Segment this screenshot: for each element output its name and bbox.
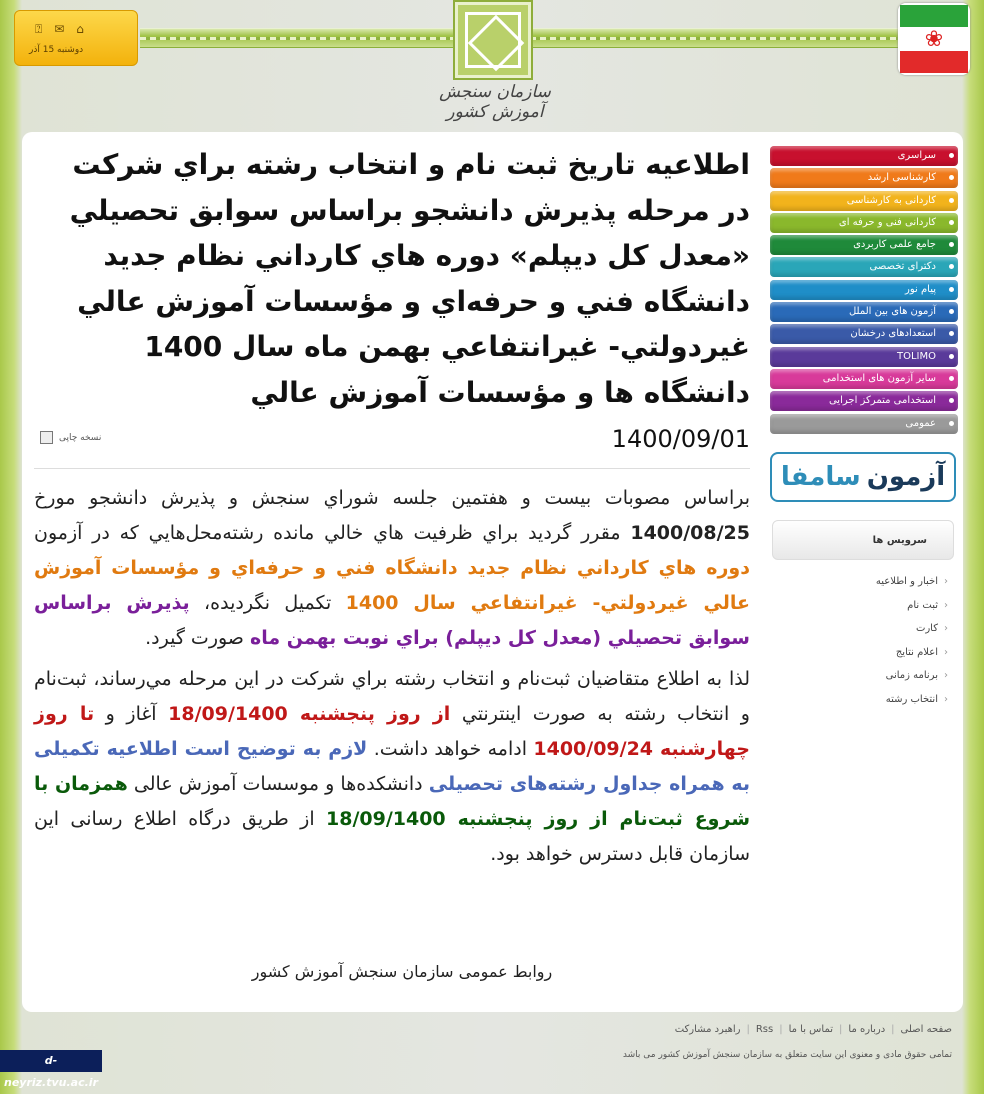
footer-link[interactable]: صفحه اصلی — [900, 1024, 952, 1035]
bullet-icon — [949, 331, 954, 336]
today-date: دوشنبه 15 آذر — [29, 45, 84, 55]
bullet-icon — [949, 309, 954, 314]
text-highlight-purple: پذيرش براساس سوابق تحصيلي (معدل كل ديپلم) براي نوبت بهمن ماه — [34, 592, 750, 649]
text-highlight-red: از روز پنجشنبه 18/09/1400 — [168, 703, 451, 725]
footer-links — [675, 1024, 952, 1035]
footer-separator: | — [839, 1024, 843, 1035]
sidebar-item-label: سراسری — [897, 150, 936, 161]
banner-part1: آزمون — [866, 462, 946, 492]
sidebar-item-label: پیام نور — [905, 283, 936, 295]
sidebar-item[interactable] — [770, 324, 958, 344]
home-icon[interactable]: ⌂ — [76, 22, 84, 36]
sidebar-item-label: کارشناسی ارشد — [867, 172, 936, 184]
service-link[interactable]: ‹ کارت — [780, 617, 948, 641]
sidebar-item[interactable] — [770, 302, 958, 322]
text-highlight-orange: دوره هاي كارداني نظام جديد دانشگاه فني و حرفه‌اي و مؤسسات آموزش عالي غيردولتي- غيرانتفاعي سال 1400 — [34, 557, 750, 614]
bullet-icon — [949, 198, 954, 203]
service-link[interactable]: ‹ ثبت نام — [780, 594, 948, 618]
sidebar-item[interactable] — [770, 257, 958, 277]
service-link[interactable]: ‹ اعلام نتایج — [780, 641, 948, 665]
article-meta — [34, 417, 750, 469]
services-header: سرویس ها — [772, 520, 954, 560]
bullet-icon — [949, 398, 954, 403]
bullet-icon — [949, 264, 954, 269]
article-signature: روابط عمومی سازمان سنجش آموزش کشور — [251, 962, 553, 981]
footer-copyright: تمامی حقوق مادی و معنوی این سایت متعلق به سازمان سنجش آموزش کشور می باشد — [622, 1050, 952, 1060]
sidebar-nav — [770, 146, 958, 436]
sidebar-item[interactable] — [770, 391, 958, 411]
paragraph-1 — [34, 481, 750, 656]
text-highlight-blue: لازم به توضیح است اطلاعیه تکمیلی به همراه جداول رشته‌های تحصیلی — [34, 738, 750, 795]
text: دانشکده‌ها و موسسات آموزش عالی — [133, 773, 423, 795]
article-date: 1400/09/01 — [611, 425, 750, 453]
article-body — [34, 481, 750, 872]
paragraph-2 — [34, 662, 750, 872]
bullet-icon — [949, 242, 954, 247]
services-list — [780, 570, 948, 711]
text-highlight-green: همزمان با شروع ثبت‌نام از روز پنجشنبه 18/09/1400 — [34, 773, 750, 830]
sidebar-item[interactable] — [770, 213, 958, 233]
footer-separator: | — [891, 1024, 895, 1035]
bullet-icon — [949, 175, 954, 180]
bullet-icon — [949, 287, 954, 292]
article — [34, 142, 750, 878]
article-title: اطلاعيه تاريخ ثبت نام و انتخاب رشته براي شركت در مرحله پذيرش دانشجو براساس سوابق تحصيلي «معدل كل ديپلم» دوره هاي كارداني نظام جديد دانشگاه فني و حرفه‌اي و مؤسسات آموزش عالي غيردولتي- غيرانتفاعي بهمن ماه سال 1400 دانشگاه ها و مؤسسات آموزش عالي — [69, 148, 750, 409]
text-highlight-red: تا روز چهارشنبه 1400/09/24 — [34, 703, 750, 760]
bullet-icon — [949, 220, 954, 225]
bullet-icon — [949, 376, 954, 381]
site-header — [0, 0, 984, 130]
banner-part2: سامفا — [780, 462, 861, 492]
footer-separator: | — [779, 1024, 783, 1035]
text: براساس مصوبات بیست و هفتمین جلسه شوراي سنجش و پذيرش دانشجو مورخ — [34, 487, 750, 509]
sidebar-item-label: استخدامی متمرکز اجرایی — [828, 395, 936, 407]
logo-emblem-icon — [465, 12, 521, 68]
sidebar-item-label: عمومی — [905, 417, 936, 429]
footer-link[interactable]: تماس با ما — [788, 1024, 834, 1035]
footer-link[interactable]: درباره ما — [848, 1024, 886, 1035]
text: مقرر گرديد براي ظرفيت هاي خالي مانده رشته‌محل‌هايي كه در آزمون — [34, 522, 621, 544]
logo-caption: سازمان سنجش آموزش کشور — [439, 82, 551, 122]
flag-emblem-icon: ❀ — [924, 26, 944, 52]
footer-link[interactable]: Rss — [755, 1024, 774, 1035]
site-watermark: d-neyriz.tvu.ac.ir — [0, 1050, 102, 1072]
bullet-icon — [949, 153, 954, 158]
iran-flag — [898, 3, 970, 75]
sidebar-item[interactable] — [770, 235, 958, 255]
sidebar-item-label: TOLIMO — [897, 350, 936, 362]
sidebar-item-label: کاردانی فنی و حرفه ای — [838, 216, 936, 228]
printer-icon — [40, 431, 53, 444]
service-link[interactable]: ‹ انتخاب رشته — [780, 688, 948, 712]
text: آغاز و — [105, 703, 157, 725]
bullet-icon — [949, 354, 954, 359]
footer-separator: | — [746, 1024, 750, 1035]
sidebar-item-label: آزمون های بین الملل — [848, 306, 936, 318]
sidebar-item[interactable] — [770, 414, 958, 434]
samfa-banner[interactable] — [770, 452, 956, 502]
sanjesh-logo[interactable] — [455, 2, 531, 78]
print-link[interactable] — [40, 431, 101, 444]
quick-links-widget — [14, 10, 138, 66]
print-label: نسخه چاپی — [59, 432, 102, 443]
help-icon[interactable]: ⍰ — [35, 22, 43, 36]
sidebar-item-label: سایر آزمون های استخدامی — [822, 372, 936, 384]
sidebar-item-label: دکترای تخصصی — [869, 261, 936, 273]
footer-link[interactable]: راهبرد مشارکت — [674, 1024, 741, 1035]
sidebar-item-label: کاردانی به کارشناسی — [846, 194, 936, 206]
text: از طريق درگاه اطلاع رسانی اين سازمان قابل دسترس خواهد بود. — [34, 808, 750, 865]
sidebar-item[interactable] — [770, 280, 958, 300]
mail-icon[interactable]: ✉ — [54, 22, 65, 36]
text: لذا به اطلاع متقاضيان ثبت‌نام و انتخاب رشته براي شركت در اين مرحله مي‌رساند، ثبت‌نام و انتخاب رشته به صورت اينترنتي — [34, 668, 750, 725]
sidebar-item-label: استعدادهای درخشان — [850, 328, 936, 340]
sidebar-item[interactable] — [770, 191, 958, 211]
sidebar-item[interactable] — [770, 168, 958, 188]
text: ادامه خواهد داشت. — [373, 738, 527, 760]
sidebar-item[interactable] — [770, 146, 958, 166]
text-bold-date: 1400/08/25 — [630, 522, 750, 544]
text: تكميل نگرديده، — [204, 592, 332, 614]
sidebar-item[interactable] — [770, 369, 958, 389]
text: صورت گيرد. — [145, 627, 244, 649]
sidebar-item-label: جامع علمی کاربردی — [853, 239, 936, 251]
service-link[interactable]: ‹ اخبار و اطلاعیه — [780, 570, 948, 594]
sidebar-item[interactable] — [770, 347, 958, 367]
service-link[interactable]: ‹ برنامه زمانی — [780, 664, 948, 688]
bullet-icon — [949, 421, 954, 426]
